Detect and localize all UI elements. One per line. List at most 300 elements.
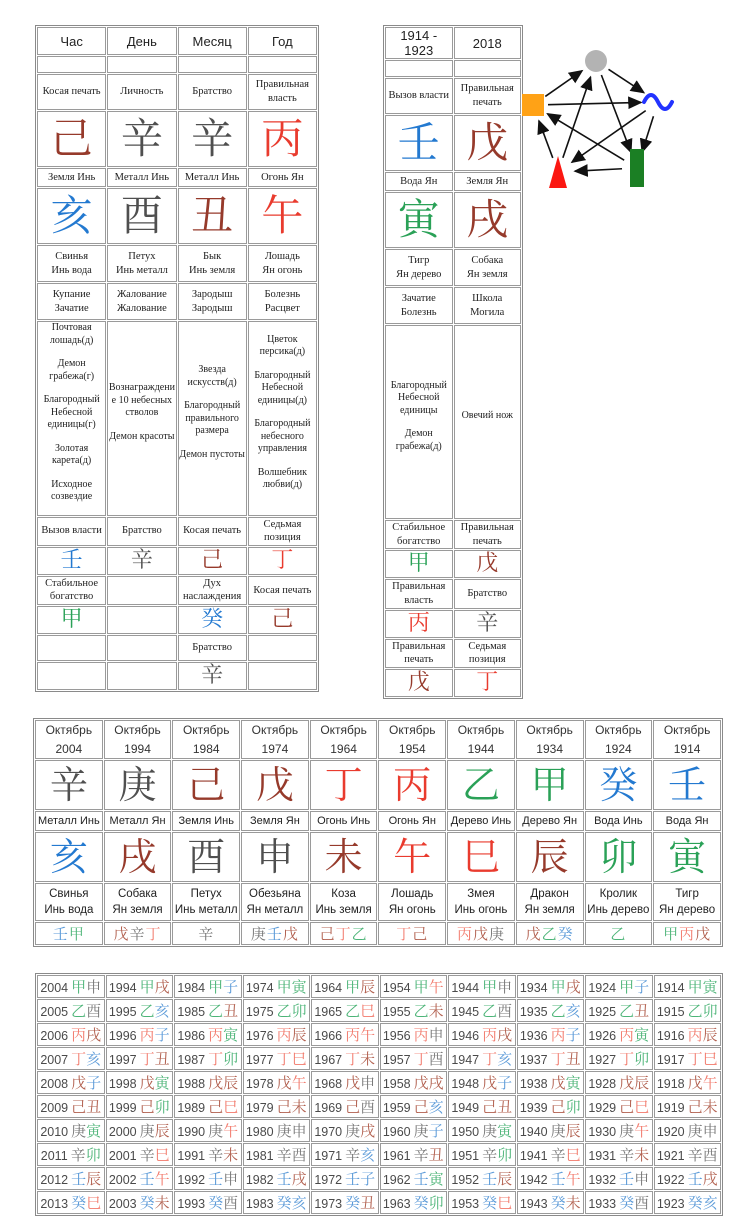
year-stem-character: 乙 <box>71 1002 87 1020</box>
year-cell <box>311 1047 379 1070</box>
year-number: 1994 <box>108 981 137 995</box>
animal-element: Инь вода <box>44 904 94 917</box>
year-branch-character: 子 <box>223 978 239 996</box>
decade-month: Октябрь <box>251 723 299 737</box>
star-name: Вознаграждение 10 небесных стволов <box>108 382 175 419</box>
animal-cell <box>104 883 172 921</box>
animal-cell <box>653 883 721 921</box>
decade-branch-cell <box>516 832 584 882</box>
hidden-god-label-cell: Вызов власти <box>37 517 106 546</box>
hidden-god-label-cell: Правильная печать <box>454 520 522 549</box>
year-number: 1992 <box>177 1173 206 1187</box>
year-cell <box>585 1071 653 1094</box>
hidden-stem-cell <box>178 547 247 575</box>
branch-character: 未 <box>324 835 363 880</box>
year-number: 1956 <box>382 1029 411 1043</box>
year-number: 1949 <box>451 1101 480 1115</box>
year-cell <box>585 1047 653 1070</box>
star-name: Почтовая лошадь(д) <box>49 322 94 346</box>
year-branch-character: 午 <box>360 1026 376 1044</box>
hidden-god-label-cell <box>107 576 176 605</box>
year-number: 1985 <box>177 1005 206 1019</box>
year-branch-character: 申 <box>428 1026 444 1044</box>
year-stem-character: 辛 <box>70 1146 86 1164</box>
year-stem-character: 丁 <box>208 1050 224 1068</box>
year-stem-character: 丙 <box>71 1026 87 1044</box>
element-polarity-cell: Металл Инь <box>107 168 176 187</box>
stem-character: 辛 <box>120 114 163 163</box>
fire-element-icon <box>549 156 567 188</box>
year-cell <box>448 1119 516 1142</box>
year-stem-character: 癸 <box>413 1194 429 1212</box>
year-branch-character: 卯 <box>565 1098 581 1116</box>
hidden-stem-character: 乙 <box>351 925 368 944</box>
hidden-stem-character: 戊 <box>472 925 489 944</box>
star-name: Демон красоты <box>109 430 175 442</box>
decade-year: 1944 <box>467 741 495 756</box>
year-branch-character: 戌 <box>497 1026 513 1044</box>
year-branch-character: 辰 <box>154 1122 170 1140</box>
year-number: 2000 <box>108 1125 137 1139</box>
hidden-stem-character: 戊 <box>282 925 299 944</box>
year-cell <box>106 1047 174 1070</box>
year-number: 1978 <box>245 1077 274 1091</box>
pillar-header-cell: Год <box>248 27 317 55</box>
year-cell <box>311 1119 379 1142</box>
year-stem-character: 甲 <box>276 978 292 996</box>
year-number: 1984 <box>177 981 206 995</box>
year-branch-character: 寅 <box>86 1122 102 1140</box>
year-cell <box>106 1095 174 1118</box>
element-polarity-cell: Огонь Ян <box>378 811 446 831</box>
stem-character: 己 <box>187 763 226 808</box>
hidden-stem-cell <box>107 547 176 575</box>
year-number: 1918 <box>656 1077 685 1091</box>
year-stem-character: 丁 <box>550 1050 566 1068</box>
year-cell <box>174 1095 242 1118</box>
year-branch-character: 未 <box>291 1098 307 1116</box>
year-stem-character: 丙 <box>139 1026 155 1044</box>
year-branch-character: 亥 <box>154 1002 170 1020</box>
animal-element: Инь вода <box>51 264 92 276</box>
earth-element-icon <box>522 94 544 116</box>
stem-character: 戊 <box>255 763 294 808</box>
star-name: Волшебник любви(д) <box>257 466 308 491</box>
hidden-stem-cell <box>385 669 453 697</box>
year-stem-character: 辛 <box>276 1146 292 1164</box>
hidden-stem-cell <box>454 669 522 697</box>
year-number: 1954 <box>382 981 411 995</box>
year-number: 1914 <box>656 981 685 995</box>
decade-stem-cell <box>172 760 240 810</box>
hidden-stems-cell <box>172 922 240 945</box>
hidden-god-label-cell: Братство <box>178 635 247 661</box>
year-stem-character: 丙 <box>687 1026 703 1044</box>
sexagenary-years-table <box>35 973 723 1216</box>
year-number: 1975 <box>245 1005 274 1019</box>
year-stem-character: 辛 <box>687 1146 703 1164</box>
year-stem-character: 甲 <box>413 978 429 996</box>
year-branch-character: 午 <box>565 1170 581 1188</box>
year-cell <box>37 1143 105 1166</box>
year-branch-character: 寅 <box>565 1074 581 1092</box>
hidden-stem-character: 戊 <box>525 925 542 944</box>
year-cell <box>448 975 516 998</box>
decade-stem-cell <box>585 760 653 810</box>
year-branch-character: 午 <box>291 1074 307 1092</box>
year-cell <box>37 1071 105 1094</box>
year-stem-character: 戊 <box>482 1074 498 1092</box>
year-cell <box>37 999 105 1022</box>
empty-cell <box>37 56 106 73</box>
year-branch-character: 戌 <box>360 1122 376 1140</box>
star-name: Цветок персика(д) <box>259 333 306 358</box>
year-number: 1951 <box>451 1149 480 1163</box>
year-branch-character: 寅 <box>291 978 307 996</box>
year-number: 1993 <box>177 1197 206 1211</box>
year-stem-character: 戊 <box>619 1074 635 1092</box>
decade-branch-cell <box>378 832 446 882</box>
year-branch-character: 亥 <box>565 1002 581 1020</box>
year-cell <box>654 999 722 1022</box>
year-stem-character: 己 <box>413 1098 429 1116</box>
five-elements-cycle-diagram <box>518 40 720 220</box>
year-cell <box>654 1071 722 1094</box>
decade-stem-cell <box>241 760 309 810</box>
year-branch-character: 卯 <box>428 1194 444 1212</box>
year-cell <box>106 1167 174 1190</box>
decade-stem-cell <box>653 760 721 810</box>
year-cell <box>380 1071 448 1094</box>
hidden-stem-character: 丙 <box>456 925 473 944</box>
year-branch-character: 寅 <box>634 1026 650 1044</box>
year-stem-character: 庚 <box>208 1122 224 1140</box>
year-number: 1924 <box>588 981 617 995</box>
year-cell <box>311 1023 379 1046</box>
hidden-stems-cell <box>516 922 584 945</box>
year-cell <box>380 999 448 1022</box>
hidden-stem-character: 丁 <box>145 925 162 944</box>
year-stem-character: 甲 <box>482 978 498 996</box>
animal-name: Свинья <box>55 250 89 262</box>
year-stem-character: 乙 <box>619 1002 635 1020</box>
year-cell <box>448 1167 516 1190</box>
year-branch-character: 戌 <box>702 1170 718 1188</box>
year-stem-character: 庚 <box>139 1122 155 1140</box>
animal-cell <box>447 883 515 921</box>
year-number: 1946 <box>451 1029 480 1043</box>
branch-character: 酉 <box>187 835 226 880</box>
year-stem-character: 癸 <box>550 1194 566 1212</box>
decade-year: 1974 <box>261 741 289 756</box>
decade-header-cell <box>310 720 378 759</box>
year-stem-character: 丙 <box>345 1026 361 1044</box>
year-branch-character: 巳 <box>291 1050 307 1068</box>
year-number: 1987 <box>177 1053 206 1067</box>
branch-character: 酉 <box>120 191 163 240</box>
decade-stem-cell <box>516 760 584 810</box>
god-label-cell: Правильная печать <box>454 78 522 114</box>
year-branch-character: 戌 <box>428 1074 444 1092</box>
animal-element: Инь металл <box>115 264 168 276</box>
cycle-arrow-water-to-wood <box>642 116 653 152</box>
year-stem-character: 丙 <box>276 1026 292 1044</box>
hidden-god-label-cell: Седьмая позиция <box>248 517 317 546</box>
year-stem-character: 乙 <box>139 1002 155 1020</box>
stem-character: 丙 <box>393 763 432 808</box>
decade-header-cell <box>516 720 584 759</box>
pillar-header-cell: 1914 - 1923 <box>385 27 453 59</box>
year-stem-character: 辛 <box>482 1146 498 1164</box>
hidden-stem-character: 己 <box>319 925 336 944</box>
decade-year: 1994 <box>124 741 151 756</box>
year-number: 1936 <box>519 1029 548 1043</box>
year-number: 1967 <box>314 1053 343 1067</box>
stem-cell <box>385 115 453 171</box>
year-branch-character: 申 <box>360 1074 376 1092</box>
year-cell <box>448 1143 516 1166</box>
year-stem-character: 庚 <box>345 1122 361 1140</box>
year-stem-character: 辛 <box>208 1146 224 1164</box>
year-stem-character: 癸 <box>687 1194 703 1212</box>
year-branch-character: 巳 <box>497 1194 513 1212</box>
year-stem-character: 丁 <box>139 1050 155 1068</box>
year-branch-character: 酉 <box>428 1050 444 1068</box>
branch-character: 戌 <box>466 195 509 244</box>
animal-name: Обезьяна <box>249 888 301 901</box>
hidden-stem-character: 乙 <box>610 925 627 944</box>
year-number: 1947 <box>451 1053 480 1067</box>
year-stem-character: 戊 <box>139 1074 155 1092</box>
year-cell <box>243 975 311 998</box>
life-stage-label: Зачатие <box>54 302 89 314</box>
animal-name: Петух <box>128 250 156 262</box>
decade-month: Октябрь <box>320 723 367 737</box>
hidden-stem-character: 戊 <box>476 551 499 577</box>
animal-name: Тигр <box>408 254 430 266</box>
branch-character: 戌 <box>118 835 157 880</box>
hidden-stem-cell <box>107 662 176 690</box>
year-branch-character: 未 <box>428 1002 444 1020</box>
element-polarity-cell: Вода Ян <box>385 172 453 191</box>
year-stem-character: 壬 <box>619 1170 635 1188</box>
hidden-god-label-cell: Стабильное богатство <box>385 520 453 549</box>
hidden-god-label-cell: Косая печать <box>248 576 317 605</box>
stage-cell <box>37 283 106 320</box>
year-cell <box>106 1119 174 1142</box>
year-number: 1935 <box>519 1005 548 1019</box>
decade-header-cell <box>35 720 103 759</box>
stars-cell <box>107 321 176 516</box>
cycle-arrow-fire-to-metal <box>563 77 591 158</box>
stem-character: 壬 <box>397 118 440 167</box>
cycle-arrow-fire-to-earth <box>539 121 553 158</box>
year-number: 1976 <box>245 1029 274 1043</box>
decade-year: 1914 <box>673 741 701 756</box>
cycle-arrow-wood-to-fire <box>575 169 622 171</box>
year-stem-character: 己 <box>276 1098 292 1116</box>
year-stem-character: 庚 <box>619 1122 635 1140</box>
year-stem-character: 辛 <box>345 1146 361 1164</box>
year-number: 1965 <box>314 1005 343 1019</box>
year-stem-character: 壬 <box>687 1170 703 1188</box>
hidden-stem-character: 甲 <box>663 925 680 944</box>
year-branch-character: 寅 <box>428 1170 444 1188</box>
animal-element: Инь земля <box>315 904 372 917</box>
life-stage-label: Зачатие <box>401 292 436 304</box>
life-stage-label: Зародыш <box>191 302 233 314</box>
water-element-icon <box>644 95 672 109</box>
element-polarity-cell: Дерево Инь <box>447 811 515 831</box>
year-branch-character: 寅 <box>223 1026 239 1044</box>
decade-month: Октябрь <box>114 723 161 737</box>
year-branch-character: 辰 <box>565 1122 581 1140</box>
animal-cell <box>248 245 317 282</box>
year-branch-character: 丑 <box>428 1146 444 1164</box>
year-cell <box>654 1167 722 1190</box>
year-stem-character: 己 <box>345 1098 361 1116</box>
god-label-cell: Косая печать <box>37 74 106 110</box>
branch-character: 辰 <box>530 835 569 880</box>
decade-branch-cell <box>104 832 172 882</box>
decade-header-cell <box>104 720 172 759</box>
year-cell <box>106 1191 174 1214</box>
hidden-stem-character: 戊 <box>695 925 712 944</box>
year-branch-character: 丑 <box>223 1002 239 1020</box>
hidden-stem-cell <box>37 662 106 690</box>
year-cell <box>311 1095 379 1118</box>
cycle-arrow-earth-to-water <box>548 102 641 104</box>
year-stem-character: 庚 <box>413 1122 429 1140</box>
year-cell <box>37 1047 105 1070</box>
hidden-stem-character: 壬 <box>60 547 83 573</box>
stage-cell <box>385 287 453 324</box>
year-number: 1948 <box>451 1077 480 1091</box>
year-branch-character: 亥 <box>360 1146 376 1164</box>
element-polarity-cell: Дерево Ян <box>516 811 584 831</box>
natal-chart-table <box>35 25 319 692</box>
year-cell <box>311 999 379 1022</box>
decade-month: Октябрь <box>595 723 642 737</box>
animal-element: Ян земля <box>112 904 163 917</box>
year-cell <box>243 999 311 1022</box>
year-number: 1981 <box>245 1149 274 1163</box>
god-label-cell: Личность <box>107 74 176 110</box>
year-cell <box>517 1095 585 1118</box>
year-branch-character: 午 <box>428 978 444 996</box>
year-cell <box>517 1143 585 1166</box>
year-branch-character: 酉 <box>497 1002 513 1020</box>
animal-element: Инь дерево <box>587 904 650 917</box>
year-cell <box>517 975 585 998</box>
year-stem-character: 甲 <box>550 978 566 996</box>
year-stem-character: 辛 <box>619 1146 635 1164</box>
year-stem-character: 戊 <box>550 1074 566 1092</box>
year-number: 1999 <box>108 1101 137 1115</box>
year-branch-character: 未 <box>360 1050 376 1068</box>
branch-character: 亥 <box>50 191 93 240</box>
luck-pillar-table <box>383 25 523 699</box>
year-cell <box>448 1023 516 1046</box>
year-cell <box>311 1071 379 1094</box>
decade-header-cell <box>241 720 309 759</box>
year-cell <box>448 1047 516 1070</box>
year-cell <box>106 1023 174 1046</box>
hidden-stems-cell <box>378 922 446 945</box>
year-stem-character: 戊 <box>413 1074 429 1092</box>
star-name: Демон пустоты <box>179 448 245 460</box>
hidden-stem-character: 戊 <box>407 669 430 695</box>
year-number: 1957 <box>382 1053 411 1067</box>
animal-name: Лошадь <box>391 888 434 901</box>
year-branch-character: 巳 <box>86 1194 102 1212</box>
animal-cell <box>172 883 240 921</box>
year-cell <box>311 975 379 998</box>
year-number: 1996 <box>108 1029 137 1043</box>
year-cell <box>243 1143 311 1166</box>
year-number: 1916 <box>656 1029 685 1043</box>
hidden-stem-cell <box>37 547 106 575</box>
hidden-stem-cell <box>385 610 453 638</box>
animal-cell <box>378 883 446 921</box>
year-cell <box>174 1191 242 1214</box>
year-branch-character: 卯 <box>702 1002 718 1020</box>
year-stem-character: 乙 <box>276 1002 292 1020</box>
year-branch-character: 子 <box>497 1074 513 1092</box>
year-number: 1961 <box>382 1149 411 1163</box>
hidden-stem-cell <box>37 606 106 634</box>
year-number: 1922 <box>656 1173 685 1187</box>
hidden-god-label-cell: Дух наслаждения <box>178 576 247 605</box>
decade-year: 1934 <box>536 741 563 756</box>
hidden-stem-character: 丁 <box>271 547 294 573</box>
stars-cell <box>385 325 453 519</box>
life-stage-label: Расцвет <box>264 302 300 314</box>
year-number: 1986 <box>177 1029 206 1043</box>
year-number: 1991 <box>177 1149 206 1163</box>
god-label-cell: Вызов власти <box>385 78 453 114</box>
year-number: 1963 <box>382 1197 411 1211</box>
year-cell <box>243 1047 311 1070</box>
year-stem-character: 甲 <box>345 978 361 996</box>
year-cell <box>380 1191 448 1214</box>
branch-cell <box>248 188 317 244</box>
hidden-stem-cell <box>248 662 317 690</box>
year-stem-character: 壬 <box>139 1170 155 1188</box>
year-stem-character: 庚 <box>276 1122 292 1140</box>
decade-month: Октябрь <box>457 723 505 737</box>
decade-header-cell <box>447 720 515 759</box>
year-number: 2008 <box>40 1077 69 1091</box>
year-number: 1958 <box>382 1077 411 1091</box>
star-name: Благородный небесного управления <box>254 418 311 455</box>
year-number: 1933 <box>588 1197 617 1211</box>
year-stem-character: 丁 <box>413 1050 429 1068</box>
decade-stem-cell <box>35 760 103 810</box>
animal-element: Ян огонь <box>388 904 436 917</box>
year-branch-character: 申 <box>223 1170 239 1188</box>
animal-element: Инь металл <box>174 904 238 917</box>
year-branch-character: 酉 <box>291 1146 307 1164</box>
year-branch-character: 未 <box>634 1146 650 1164</box>
animal-cell <box>241 883 309 921</box>
year-branch-character: 申 <box>86 978 102 996</box>
year-number: 1995 <box>108 1005 137 1019</box>
hidden-god-label-cell <box>248 635 317 661</box>
animal-element: Инь земля <box>189 264 236 276</box>
year-cell <box>517 1191 585 1214</box>
year-stem-character: 戊 <box>687 1074 703 1092</box>
